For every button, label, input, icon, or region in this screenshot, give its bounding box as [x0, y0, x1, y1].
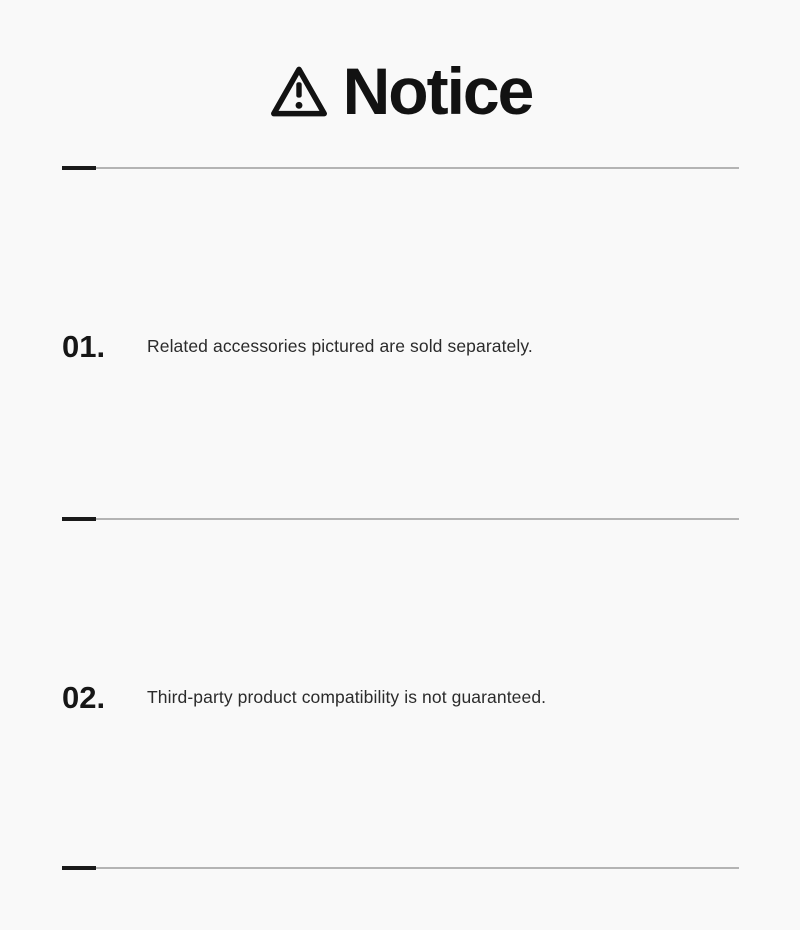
section-divider-bottom	[62, 866, 739, 870]
notice-text: Third-party product compatibility is not guaranteed.	[147, 686, 547, 707]
section-divider-middle	[62, 517, 739, 521]
divider-accent	[62, 517, 96, 521]
notice-number: 01.	[62, 328, 106, 364]
notice-number: 02.	[62, 679, 106, 715]
divider-accent	[62, 866, 96, 870]
divider-line	[62, 518, 739, 520]
notice-text: Related accessories pictured are sold separately.	[147, 335, 533, 356]
page-header	[0, 55, 800, 127]
notice-item-02	[62, 675, 740, 719]
section-divider-top	[62, 166, 739, 170]
notice-item-01	[62, 324, 740, 368]
divider-line	[62, 167, 739, 169]
divider-accent	[62, 166, 96, 170]
warning-triangle-icon	[268, 62, 330, 121]
divider-line	[62, 867, 739, 869]
page-title: Notice	[342, 54, 533, 128]
